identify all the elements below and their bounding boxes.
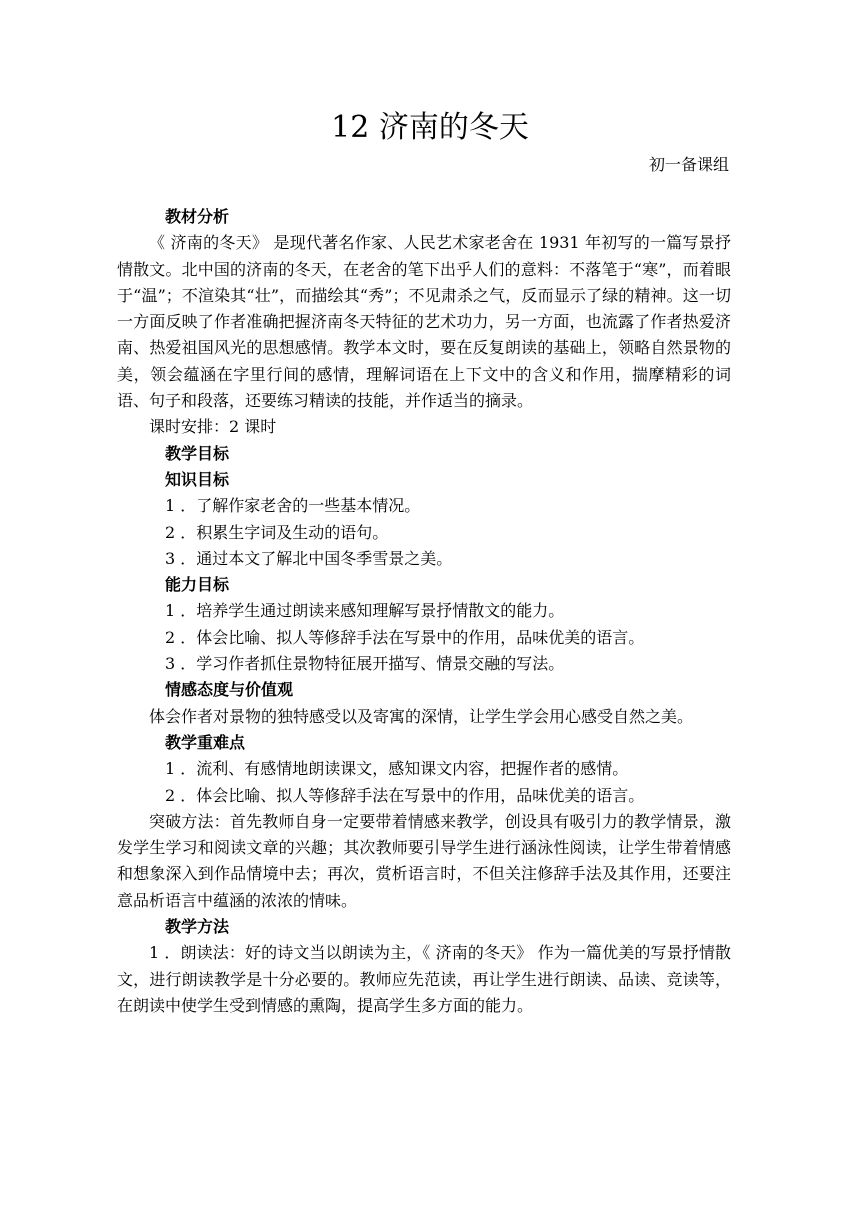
knowledge-item: 2 ．积累生字词及生动的语句。 bbox=[165, 522, 389, 542]
analysis-paragraph: 《 济南的冬天》 是现代著名作家、人民艺术家老舍在 1931 年初写的一篇写景抒情散文。北中国的济南的冬天，在老舍的笔下出乎人们的意料：不落笔于“寒”，而着眼于“温”；不渲染其“壮”，而描绘其“秀”；不见肃杀之气，反而显示了绿的精神。这一切一方面反映了作者准确把握济南冬天特征的艺术功力，另一方面，也流露了作者热爱济南、热爱祖国风光的思想感情。教学本文时，要在反复朗读的基础上，领略自然景物的美，领会蕴涵在字里行间的感情，理解词语在上下文中的含义和作用，揣摩精彩的词语、句子和段落，还要练习精读的技能，并作适当的摘录。 bbox=[117, 233, 731, 411]
author-line: 初一备课组 bbox=[648, 155, 729, 174]
difficulty-item: 2 ．体会比喻、拟人等修辞手法在写景中的作用，品味优美的语言。 bbox=[165, 785, 645, 805]
method-paragraph: 1 ．朗读法：好的诗文当以朗读为主，《 济南的冬天》 作为一篇优美的写景抒情散文，进行朗读教学是十分必要的。教师应先范读，再让学生进行朗读、品读、竞读等，在朗读中使学生受到情感的熏陶，提高学生多方面的能力。 bbox=[117, 943, 731, 1015]
ability-item: 2 ．体会比喻、拟人等修辞手法在写景中的作用，品味优美的语言。 bbox=[165, 627, 645, 647]
ability-item: 3 ．学习作者抓住景物特征展开描写、情景交融的写法。 bbox=[165, 654, 565, 674]
document-title: 12 济南的冬天 bbox=[331, 110, 529, 145]
schedule-line: 课时安排：2 课时 bbox=[149, 417, 277, 437]
emotion-paragraph: 体会作者对景物的独特感受以及寄寓的深情，让学生学会用心感受自然之美。 bbox=[149, 706, 694, 726]
section-heading-difficulty: 教学重难点 bbox=[165, 732, 246, 752]
subheading-ability: 能力目标 bbox=[165, 575, 230, 595]
subheading-emotion: 情感态度与价值观 bbox=[165, 680, 294, 700]
section-heading-method: 教学方法 bbox=[165, 917, 230, 937]
ability-item: 1 ．培养学生通过朗读来感知理解写景抒情散文的能力。 bbox=[165, 601, 565, 621]
knowledge-item: 3 ．通过本文了解北中国冬季雪景之美。 bbox=[165, 548, 453, 568]
knowledge-item: 1 ．了解作家老舍的一些基本情况。 bbox=[165, 496, 421, 516]
breakthrough-paragraph: 突破方法：首先教师自身一定要带着情感来教学，创设具有吸引力的教学情景，激发学生学习和阅读文章的兴趣；其次教师要引导学生进行涵泳性阅读，让学生带着情感和想象深入到作品情境中去；再次，赏析语言时，不但关注修辞手法及其作用，还要注意品析语言中蕴涵的浓浓的情味。 bbox=[117, 811, 731, 910]
difficulty-item: 1 ．流利、有感情地朗读课文，感知课文内容，把握作者的感情。 bbox=[165, 759, 629, 779]
section-heading-analysis: 教材分析 bbox=[165, 207, 230, 226]
document-body bbox=[117, 204, 731, 1019]
section-heading-goals: 教学目标 bbox=[165, 443, 230, 463]
subheading-knowledge: 知识目标 bbox=[165, 469, 230, 489]
